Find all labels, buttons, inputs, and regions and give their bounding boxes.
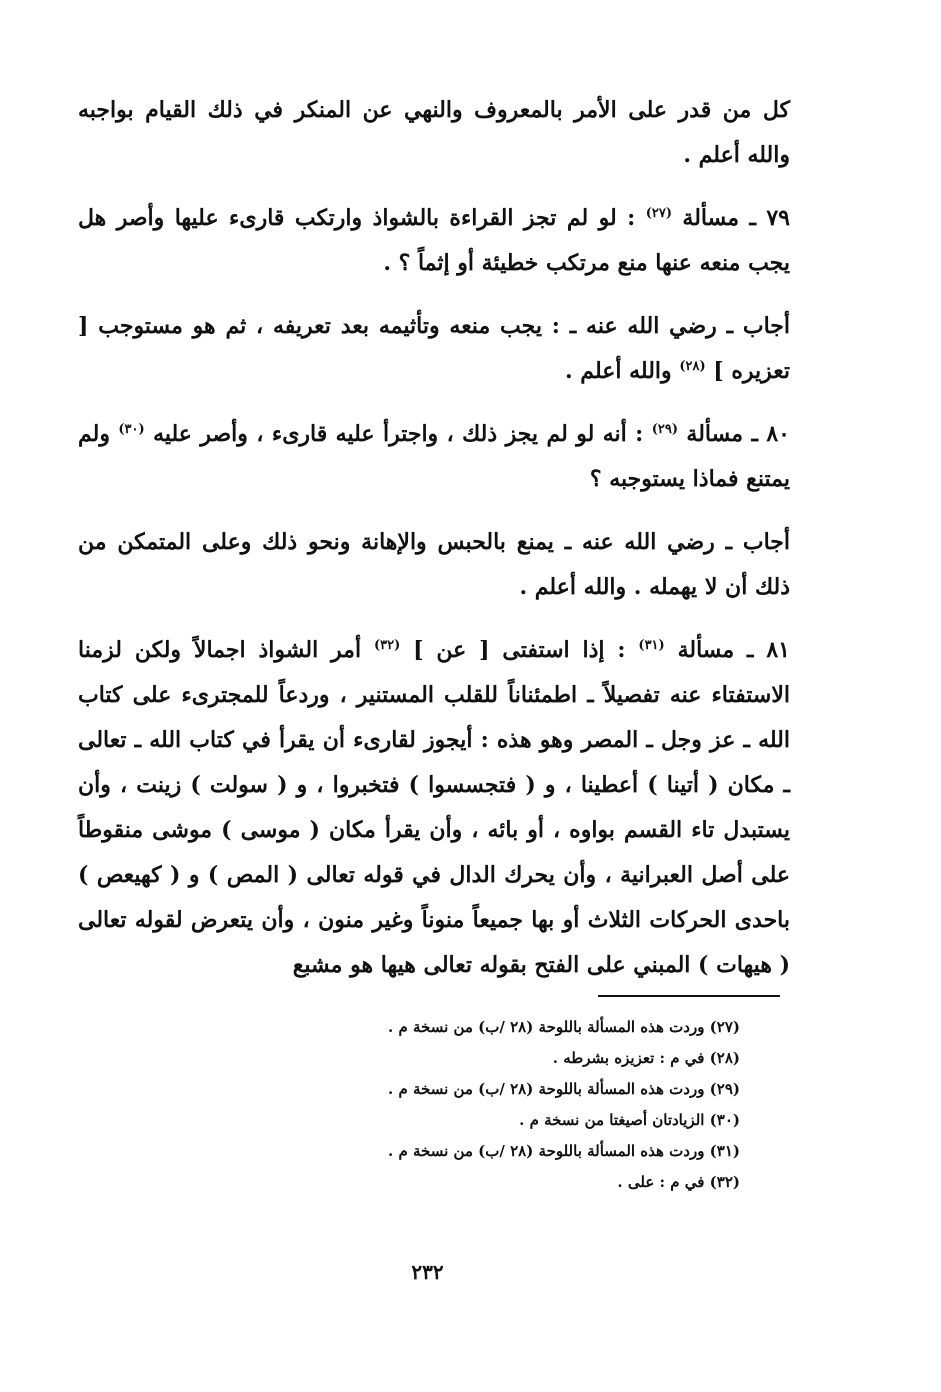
question-81-heading: ٨١ ـ مسألة bbox=[677, 637, 790, 663]
footnote-ref-32: (٣٢) bbox=[373, 638, 401, 653]
answer-80 bbox=[78, 520, 790, 610]
question-81 bbox=[78, 628, 790, 988]
footnote-ref-29: (٢٩) bbox=[651, 422, 678, 437]
footnotes bbox=[300, 1012, 740, 1198]
question-80-heading: ٨٠ ـ مسألة bbox=[686, 421, 790, 447]
question-79-heading: ٧٩ ـ مسألة bbox=[682, 205, 790, 231]
footnote-31: (٣١) وردت هذه المسألة باللوحة (٢٨ /ب) من نسخة م . bbox=[388, 1142, 740, 1160]
footnote-29: (٢٩) وردت هذه المسألة باللوحة (٢٨ /ب) من نسخة م . bbox=[388, 1080, 740, 1098]
footnote-divider bbox=[598, 995, 780, 997]
footnote-28: (٢٨) في م : تعزيزه بشرطه . bbox=[552, 1049, 740, 1067]
footnote-27: (٢٧) وردت هذه المسألة باللوحة (٢٨ /ب) من نسخة م . bbox=[388, 1018, 740, 1036]
question-79 bbox=[78, 196, 790, 286]
footnote-32: (٣٢) في م : على . bbox=[617, 1173, 740, 1191]
footnote-30: (٣٠) الزيادتان أصيغتا من نسخة م . bbox=[519, 1111, 740, 1129]
footnote-ref-31: (٣١) bbox=[638, 638, 665, 653]
answer-79 bbox=[78, 304, 790, 394]
answer-80-text: أجاب ـ رضي الله عنه ـ يمنع بالحبس والإهانة ونحو ذلك وعلى المتمكن من ذلك أن لا يهمله . والله أعلم . bbox=[78, 529, 790, 600]
question-79-text: : لو لم تجز القراءة بالشواذ وارتكب قارىء عليها وأصر هل يجب منعه عنها منع مرتكب خطيئة أو إثماً ؟ . bbox=[78, 205, 790, 276]
question-81-text: : إذا استفتى [ عن ] bbox=[400, 637, 626, 663]
question-80 bbox=[78, 412, 790, 502]
answer-79-ending: والله أعلم . bbox=[564, 358, 672, 384]
answer-79-text: أجاب ـ رضي الله عنه ـ : يجب منعه وتأثيمه بعد تعريفه ، ثم هو مستوجب [ تعزيره ] bbox=[78, 313, 790, 384]
question-81-body: أمر الشواذ اجمالاً ولكن لزمنا الاستفتاء عنه تفصيلاً ـ اطمئناناً للقلب المستنير ، وردعاً للمجترىء على كتاب الله ـ عز وجل ـ المصر وهو هذه : أيجوز لقارىء أن يقرأ في كتاب الله ـ تعالى ـ مكان ( أتينا ) أعطينا ، و ( فتجسسوا ) فتخبروا ، و ( سولت ) زينت ، وأن يستبدل تاء القسم بواوه ، أو بائه ، وأن يقرأ مكان ( موسى ) موشى منقوطاً على أصل العبرانية ، وأن يحرك الدال في قوله تعالى ( المص ) و ( كهيعص ) باحدى الحركات الثلاث أو بها جميعاً منوناً وغير منون ، وأن يتعرض لقوله تعالى ( هيهات ) المبني على الفتح بقوله تعالى هيها هو مشبع bbox=[78, 637, 790, 978]
paragraph-intro-text: كل من قدر على الأمر بالمعروف والنهي عن المنكر في ذلك القيام بواجبه والله أعلم . bbox=[78, 97, 790, 168]
footnote-ref-27: (٢٧) bbox=[645, 206, 672, 221]
main-text bbox=[78, 88, 790, 1006]
question-80-text: : أنه لو لم يجز ذلك ، واجترأ عليه قارىء ، وأصر عليه bbox=[144, 421, 644, 447]
paragraph-intro bbox=[78, 88, 790, 178]
page-number: ٢٣٢ bbox=[411, 1260, 444, 1284]
footnote-ref-28: (٢٨) bbox=[679, 359, 706, 374]
footnote-ref-30: (٣٠) bbox=[118, 422, 145, 437]
question-80-ending: ولم يمتنع فماذا يستوجبه ؟ bbox=[78, 421, 790, 492]
